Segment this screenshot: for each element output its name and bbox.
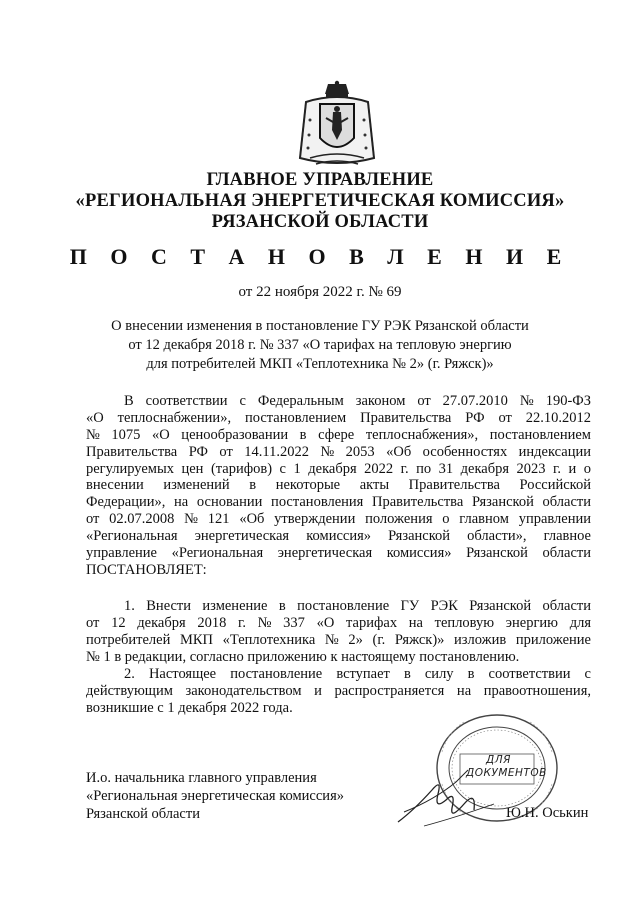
stamp-text-line-1: ДЛЯ — [486, 754, 511, 766]
item-1-line: потребителей МКП «Теплотехника № 2» (г. Ряжск)» изложив приложение — [86, 631, 591, 648]
signatory-line-2: «Региональная энергетическая комиссия» — [86, 788, 344, 804]
item-1-paragraph — [86, 598, 591, 666]
subject-line-1: О внесении изменения в постановление ГУ РЭК Рязанской области — [111, 318, 529, 334]
item-2-paragraph — [86, 666, 591, 717]
signatory-line-1: И.о. начальника главного управления — [86, 770, 317, 786]
signatory-line-3: Рязанской области — [86, 806, 200, 822]
preamble-line: № 1075 «О ценообразовании в сфере теплоснабжения», постановлением — [86, 426, 591, 443]
signatory-name: Ю.Н. Оськин — [506, 805, 589, 821]
subject-line-2: от 12 декабря 2018 г. № 337 «О тарифах на тепловую энергию — [128, 337, 512, 353]
org-line-3: РЯЗАНСКОЙ ОБЛАСТИ — [211, 212, 429, 232]
stamp-text-line-2: ДОКУМЕНТОВ — [466, 767, 547, 779]
preamble-line: от 02.07.2008 № 121 «Об утверждении положения о главном управлении — [86, 511, 591, 528]
item-1-line: от 12 декабря 2018 г. № 337 «О тарифах на тепловую энергию для — [86, 614, 591, 631]
date-and-number: от 22 ноября 2022 г. № 69 — [238, 284, 402, 300]
preamble-line: ПОСТАНОВЛЯЕТ: — [86, 561, 207, 578]
preamble-line: В соответствии с Федеральным законом от 27.07.2010 № 190-ФЗ — [124, 393, 591, 409]
item-1-line: № 1 в редакции, согласно приложению к настоящему постановлению. — [86, 648, 520, 665]
preamble-line: Федерации», на основании постановления Правительства Рязанской области — [86, 494, 591, 511]
preamble-line: регулируемых цен (тарифов) с 1 декабря 2022 г. по 31 декабря 2023 г. и о — [86, 460, 591, 477]
coat-of-arms-emblem — [296, 80, 378, 168]
preamble-line: «О теплоснабжении», постановлением Правительства РФ от 22.10.2012 — [86, 409, 591, 426]
preamble-line: внесении изменений в некоторые акты Правительства Российской — [86, 477, 591, 494]
preamble-line: Правительства РФ от 14.11.2022 № 2053 «Об особенностях индексации — [86, 443, 591, 460]
preamble-paragraph — [86, 393, 591, 579]
item-1-line: 1. Внести изменение в постановление ГУ РЭК Рязанской области — [124, 598, 591, 614]
item-2-line: 2. Настоящее постановление вступает в силу в соответствии с — [124, 666, 591, 682]
subject-line-3: для потребителей МКП «Теплотехника № 2» (г. Ряжск)» — [146, 356, 494, 372]
item-2-line: возникшие с 1 декабря 2022 года. — [86, 699, 293, 716]
org-line-2: «РЕГИОНАЛЬНАЯ ЭНЕРГЕТИЧЕСКАЯ КОМИССИЯ» — [75, 191, 565, 211]
preamble-line: «Региональная энергетическая комиссия» Рязанской области», главное — [86, 528, 591, 545]
item-2-line: действующим законодательством и распространяется на правоотношения, — [86, 682, 591, 699]
handwritten-signature — [394, 760, 514, 830]
preamble-line: управление «Региональная энергетическая комиссия» Рязанской области — [86, 545, 591, 562]
document-type-title: П О С Т А Н О В Л Е Н И Е — [69, 244, 571, 269]
org-line-1: ГЛАВНОЕ УПРАВЛЕНИЕ — [206, 170, 434, 190]
